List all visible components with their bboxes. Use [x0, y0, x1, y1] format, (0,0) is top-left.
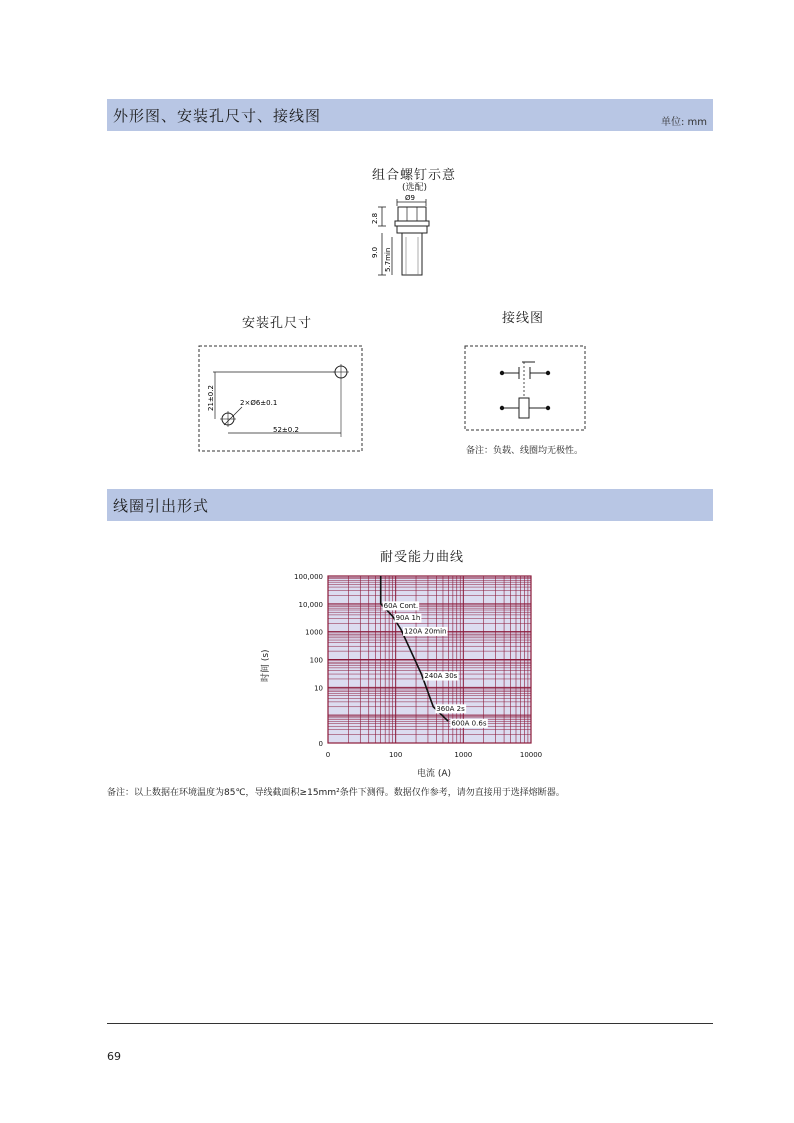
- y-tick-label: 0: [318, 740, 323, 748]
- mount-horizontal-label: 52±0.2: [273, 426, 299, 434]
- screw-head-label: 2.8: [371, 212, 379, 224]
- annotation-label: 360A 2s: [436, 704, 465, 713]
- wiring-note: 备注：负载、线圈均无极性。: [466, 446, 584, 456]
- chart-title: 耐受能力曲线: [380, 550, 465, 565]
- x-tick-label: 0: [325, 751, 331, 759]
- unit-label: 单位: mm: [660, 117, 707, 128]
- y-tick-label: 10,000: [298, 600, 323, 609]
- mount-title: 安装孔尺寸: [242, 316, 313, 331]
- wiring-drawing: [464, 345, 587, 432]
- chart-ylabel: 时间 (s): [261, 649, 271, 682]
- screw-title: 组合螺钉示意: [372, 168, 457, 183]
- y-tick-label: 10: [314, 684, 323, 693]
- withstand-chart: [240, 565, 560, 783]
- chart-xlabel: 电流 (A): [417, 769, 452, 779]
- footer-divider: [107, 1023, 713, 1024]
- section-title: 外形图、安装孔尺寸、接线图: [113, 107, 322, 125]
- mount-holes-label: 2×Ø6±0.1: [240, 399, 278, 407]
- screw-subtitle: (选配): [402, 183, 428, 193]
- page-number: 69: [107, 1050, 121, 1063]
- annotation-label: 240A 30s: [424, 672, 458, 681]
- x-tick-label: 10000: [519, 751, 543, 759]
- chart-note: 备注：以上数据在环境温度为85℃，导线截面积≥15mm²条件下测得。数据仅作参考，请勿直接用于选择熔断器。: [107, 788, 565, 798]
- annotation-label: 120A 20min: [404, 627, 447, 636]
- x-tick-label: 100: [388, 751, 403, 759]
- y-tick-label: 1000: [305, 628, 323, 637]
- section-header-outline: [107, 99, 713, 131]
- screw-diameter-label: Ø9: [405, 194, 415, 202]
- wiring-title: 接线图: [502, 311, 545, 326]
- section-header-coil: [107, 489, 713, 521]
- x-tick-label: 1000: [454, 751, 473, 759]
- screw-thread-label: 5.7min: [384, 247, 392, 272]
- screw-total-label: 9.0: [371, 246, 379, 258]
- mount-vertical-label: 21±0.2: [207, 385, 215, 411]
- annotation-label: 60A Cont.: [383, 601, 419, 610]
- section-title: 线圈引出形式: [113, 497, 210, 515]
- y-tick-label: 100: [309, 656, 323, 665]
- annotation-label: 600A 0.6s: [451, 719, 487, 728]
- annotation-label: 90A 1h: [395, 614, 421, 623]
- screw-drawing: [360, 190, 450, 282]
- mount-drawing: [198, 345, 364, 453]
- y-tick-label: 100,000: [294, 573, 323, 581]
